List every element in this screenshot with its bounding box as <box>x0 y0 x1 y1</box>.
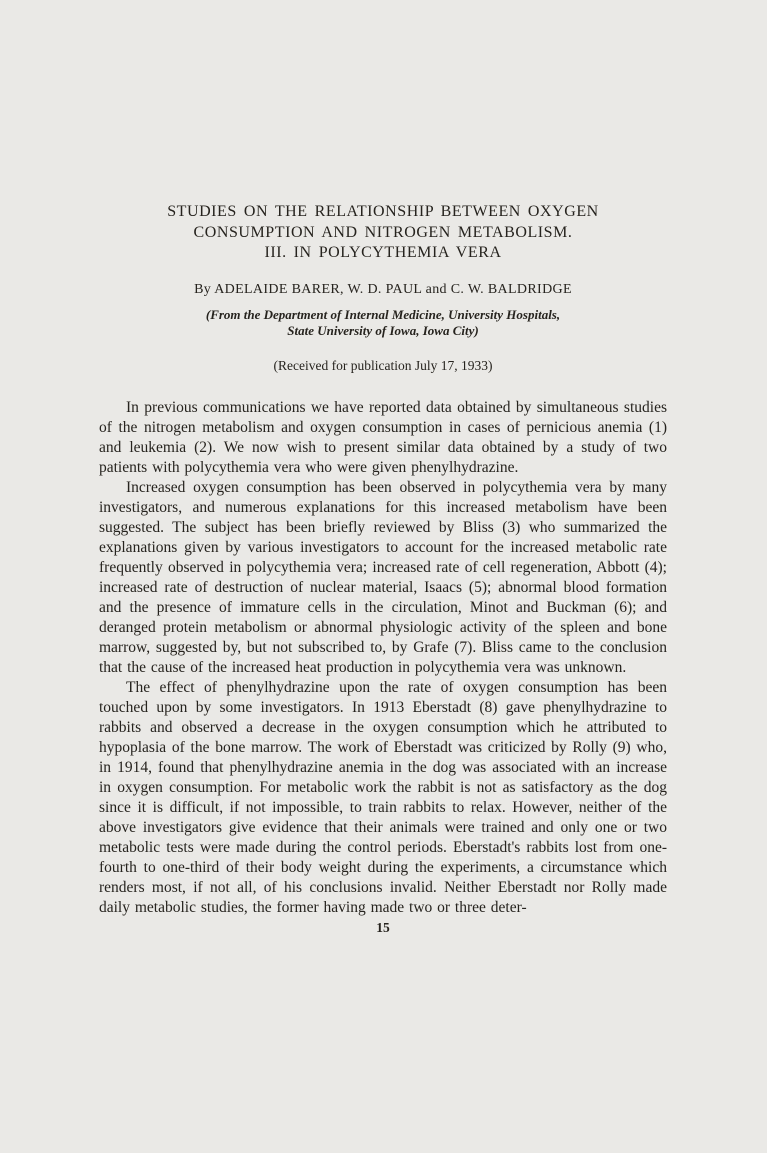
article-title-line-1: STUDIES ON THE RELATIONSHIP BETWEEN OXYGEN <box>167 203 599 220</box>
page-number: 15 <box>376 919 390 935</box>
text-block <box>99 202 667 936</box>
article-title-line-2: CONSUMPTION AND NITROGEN METABOLISM. <box>193 223 573 241</box>
received-note: (Received for publication July 17, 1933) <box>273 357 493 373</box>
paragraph-1: In previous communications we have reported data obtained by simultaneous studies of the nitrogen metabolism and oxygen consumption in cases of pernicious anemia (1) and leukemia (2). We now wish to present similar data obtained by a study of two patients with polycythemia vera who were given phenylhydrazine. <box>99 398 667 476</box>
affiliation-line-2: State University of Iowa, Iowa City) <box>287 323 479 338</box>
affiliation <box>99 307 667 340</box>
article-title-line-3: III. IN POLYCYTHEMIA VERA <box>264 244 502 261</box>
author-byline: By ADELAIDE BARER, W. D. PAUL and C. W. BALDRIDGE <box>194 281 572 297</box>
paragraph-3: The effect of phenylhydrazine upon the rate of oxygen consumption has been touched upon by some investigators. In 1913 Eberstadt (8) gave phenylhydrazine to rabbits and observed a decrease in the oxygen consumption which he attributed to hypoplasia of the bone marrow. The work of Eberstadt was criticized by Rolly (9) who, in 1914, found that phenylhydrazine anemia in the dog was associated with an increase in oxygen consumption. For metabolic work the rabbit is not as satisfactory as the dog since it is difficult, if not impossible, to train rabbits to relax. However, neither of the above investigators give evidence that their animals were trained and only one or two metabolic tests were made during the control periods. Eberstadt's rabbits lost from one-fourth to one-third of their body weight during the experiments, a circumstance which renders most, if not all, of his conclusions invalid. Neither Eberstadt nor Rolly made daily metabolic studies, the former having made two or three deter- <box>99 678 667 916</box>
article-title <box>99 202 667 264</box>
paragraph-2: Increased oxygen consumption has been observed in polycythemia vera by many investigators, and numerous explanations for this increased metabolism have been suggested. The subject has been briefly reviewed by Bliss (3) who summarized the explanations given by various investigators to account for the increased metabolic rate frequently observed in polycythemia vera; increased rate of cell regeneration, Abbott (4); increased rate of destruction of nuclear material, Isaacs (5); abnormal blood formation and the presence of immature cells in the circulation, Minot and Buckman (6); and deranged protein metabolism or abnormal physiologic activity of the spleen and bone marrow, suggested by, but not subscribed to, by Grafe (7). Bliss came to the conclusion that the cause of the increased heat production in polycythemia vera was unknown. <box>99 478 667 676</box>
affiliation-line-1: (From the Department of Internal Medicine, University Hospitals, <box>205 306 561 322</box>
article-body <box>99 398 667 918</box>
